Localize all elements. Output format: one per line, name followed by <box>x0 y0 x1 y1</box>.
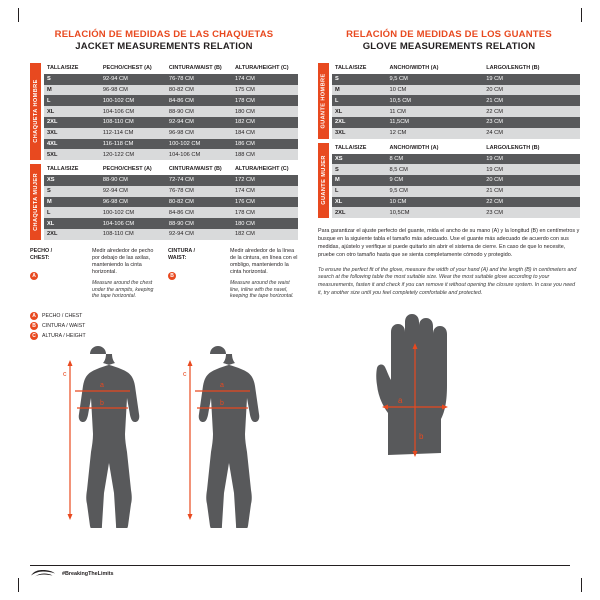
back-mark-b: b <box>220 400 224 408</box>
cell-size: XL <box>44 106 100 117</box>
glove-measurement-figure <box>318 307 538 457</box>
legend-waist-text-es: Medir alrededor de la línea de la cintura, en línea con el ombligo, manteniendo la cinta horizontal. <box>229 247 298 275</box>
col-length: LARGO/LENGTH (B) <box>486 64 540 71</box>
cell-value: 84-86 CM <box>166 95 232 106</box>
table-row <box>44 218 298 229</box>
cell-value: 10 CM <box>387 85 484 96</box>
cell-value: 108-110 CM <box>100 229 166 240</box>
cell-value: 96-98 CM <box>166 128 232 139</box>
cell-value: 186 CM <box>232 139 298 150</box>
cell-value: 84-86 CM <box>166 207 232 218</box>
legend-waist <box>168 248 298 300</box>
col-size: TALLA/SIZE <box>335 64 367 71</box>
cell-value: 10,5 CM <box>387 95 484 106</box>
cell-value: 92-94 CM <box>100 74 166 85</box>
height-arrow-top <box>188 360 193 366</box>
col-size: TALLA/SIZE <box>47 64 79 71</box>
back-mark-a: a <box>220 382 224 390</box>
cell-value: 72-74 CM <box>166 175 232 186</box>
table-row <box>332 186 580 197</box>
footer-divider <box>30 565 570 566</box>
jacket-men-table-wrap <box>30 63 298 160</box>
cell-value: 100-102 CM <box>100 95 166 106</box>
cell-size: M <box>332 175 387 186</box>
legend-key-label: CINTURA / WAIST <box>42 323 86 330</box>
jacket-men-sidebar-label <box>30 63 41 160</box>
glove-men-sidebar-text: GUANTE HOMBRE <box>320 73 327 129</box>
cell-value: 22 CM <box>483 197 580 208</box>
cell-size: 5XL <box>44 149 100 160</box>
cell-value: 100-102 CM <box>100 207 166 218</box>
table-row <box>44 149 298 160</box>
cell-value: 20 CM <box>483 175 580 186</box>
jackets-section <box>30 30 298 526</box>
jacket-women-sidebar-label <box>30 164 41 240</box>
cell-value: 188 CM <box>232 149 298 160</box>
cell-size: S <box>332 74 387 85</box>
cell-size: M <box>44 85 100 96</box>
cell-value: 10 CM <box>387 197 484 208</box>
cell-value: 178 CM <box>232 95 298 106</box>
cell-value: 12 CM <box>387 128 484 139</box>
col-size: TALLA/SIZE <box>335 144 367 151</box>
cell-size: 4XL <box>44 139 100 150</box>
table-row <box>332 154 580 165</box>
jacket-key-list <box>30 312 298 340</box>
table-row <box>332 74 580 85</box>
cell-value: 175 CM <box>232 85 298 96</box>
gloves-paragraph-es: Para garantizar el ajuste perfecto del guante, mida el ancho de su mano (A) y la longitud (B) en centímetros y busque en la siguiente tabla el tamaño más adecuado. Use el guante más adecuado de acuerdo con sus medidas, ajústelo y verifique si puede quitarlo sin abrir el sistema de cierre. En caso de que lo necesite, pruebe con otro tamaño hasta que se sienta completamente cómodo y protegido. <box>318 228 580 258</box>
col-height: ALTURA/HEIGHT (C) <box>234 166 289 173</box>
table-row <box>44 95 298 106</box>
jacket-women-sidebar-text: CHAQUETA MUJER <box>32 173 39 231</box>
legend-key-badge: A <box>30 312 38 320</box>
cell-value: 174 CM <box>232 74 298 85</box>
cell-value: 104-106 CM <box>166 149 232 160</box>
table-header-row <box>44 63 298 74</box>
cell-value: 104-106 CM <box>100 218 166 229</box>
cell-value: 19 CM <box>483 164 580 175</box>
cell-value: 23 CM <box>483 117 580 128</box>
glove-mark-a: a <box>398 396 403 406</box>
cell-value: 108-110 CM <box>100 117 166 128</box>
jacket-women-tbody <box>44 175 298 240</box>
cell-value: 19 CM <box>483 74 580 85</box>
table-row <box>332 95 580 106</box>
glove-mark-b: b <box>419 432 424 442</box>
cell-value: 9,5 CM <box>387 74 484 85</box>
col-chest: PECHO/CHEST (A) <box>102 166 152 173</box>
cell-size: 2XL <box>332 207 387 218</box>
height-arrow-top <box>68 360 73 366</box>
legend-waist-text-en: Measure around the waist line, inline with the navel, keeping the tape horizontal. <box>229 279 294 300</box>
cell-value: 88-90 CM <box>166 218 232 229</box>
cell-value: 104-106 CM <box>100 106 166 117</box>
jacket-legend <box>30 248 298 300</box>
cell-value: 80-82 CM <box>166 85 232 96</box>
table-row <box>44 229 298 240</box>
cell-size: 3XL <box>332 128 387 139</box>
cell-value: 76-78 CM <box>166 186 232 197</box>
legend-chest-text-en: Measure around the chest under the armpits, keeping the tape horizontal. <box>91 279 154 300</box>
cell-value: 180 CM <box>232 218 298 229</box>
back-mark-c: c <box>183 371 187 379</box>
cell-size: XL <box>332 197 387 208</box>
cell-size: 2XL <box>44 117 100 128</box>
jacket-men-sidebar-text: CHAQUETA HOMBRE <box>32 79 39 144</box>
cell-value: 76-78 CM <box>166 74 232 85</box>
cell-value: 116-118 CM <box>100 139 166 150</box>
table-row <box>44 139 298 150</box>
cell-value: 19 CM <box>483 154 580 165</box>
cell-size: XL <box>44 218 100 229</box>
table-row <box>44 128 298 139</box>
cell-value: 96-98 CM <box>100 197 166 208</box>
jacket-men-tbody <box>44 74 298 160</box>
cell-value: 120-122 CM <box>100 149 166 160</box>
table-row <box>44 175 298 186</box>
back-body-figure <box>183 346 259 528</box>
cell-value: 176 CM <box>232 197 298 208</box>
front-mark-b: b <box>100 400 104 408</box>
gloves-title-en: GLOVE MEASUREMENTS RELATION <box>362 40 536 52</box>
table-row <box>44 207 298 218</box>
col-width: ANCHO/WIDTH (A) <box>389 64 439 71</box>
table-row <box>44 197 298 208</box>
cell-value: 8,5 CM <box>387 164 484 175</box>
col-width: ANCHO/WIDTH (A) <box>389 144 439 151</box>
cell-value: 88-90 CM <box>100 175 166 186</box>
height-arrow-bottom <box>68 514 73 520</box>
cell-value: 88-90 CM <box>166 106 232 117</box>
table-row <box>332 106 580 117</box>
cell-size: L <box>332 95 387 106</box>
crop-mark-bottom-right <box>581 578 582 592</box>
cell-value: 20 CM <box>483 85 580 96</box>
legend-chest-badge: A <box>30 272 38 280</box>
cell-value: 172 CM <box>232 175 298 186</box>
cell-value: 8 CM <box>387 154 484 165</box>
cell-size: M <box>332 85 387 96</box>
footer-hashtag: #BreakingTheLimits <box>62 570 114 577</box>
cell-value: 9 CM <box>387 175 484 186</box>
cell-size: XL <box>332 106 387 117</box>
cell-size: 3XL <box>44 128 100 139</box>
glove-women-table <box>332 143 580 219</box>
cell-value: 184 CM <box>232 128 298 139</box>
front-mark-c: c <box>63 371 67 379</box>
table-row <box>332 164 580 175</box>
gloves-title-es: RELACIÓN DE MEDIDAS DE LOS GUANTES <box>346 29 552 40</box>
legend-key-item <box>30 312 298 320</box>
cell-size: S <box>332 164 387 175</box>
cell-value: 24 CM <box>483 128 580 139</box>
jacket-women-table <box>44 164 298 240</box>
cell-value: 92-94 CM <box>166 117 232 128</box>
cell-size: XS <box>44 175 100 186</box>
cell-value: 11 CM <box>387 106 484 117</box>
table-row <box>332 85 580 96</box>
col-chest: PECHO/CHEST (A) <box>102 64 152 71</box>
table-header-row <box>332 63 580 74</box>
cell-value: 112-114 CM <box>100 128 166 139</box>
cell-value: 182 CM <box>232 229 298 240</box>
table-row <box>44 117 298 128</box>
glove-men-sidebar-label <box>318 63 329 139</box>
glove-men-table <box>332 63 580 139</box>
cell-size: XS <box>332 154 387 165</box>
table-row <box>44 85 298 96</box>
jackets-title-es: RELACIÓN DE MEDIDAS DE LAS CHAQUETAS <box>54 29 274 40</box>
cell-size: M <box>44 197 100 208</box>
table-row <box>44 186 298 197</box>
cell-size: L <box>332 186 387 197</box>
cell-value: 182 CM <box>232 117 298 128</box>
col-length: LARGO/LENGTH (B) <box>486 144 540 151</box>
col-waist: CINTURA/WAIST (B) <box>168 166 222 173</box>
cell-size: 2XL <box>44 229 100 240</box>
cell-value: 92-94 CM <box>166 229 232 240</box>
col-waist: CINTURA/WAIST (B) <box>168 64 222 71</box>
table-row <box>332 207 580 218</box>
table-header-row <box>332 143 580 154</box>
cell-value: 9,5 CM <box>387 186 484 197</box>
legend-key-label: PECHO / CHEST <box>42 313 83 320</box>
glove-women-table-wrap <box>318 143 580 219</box>
jacket-men-table <box>44 63 298 160</box>
legend-chest-text-es: Medir alrededor de pecho por debajo de las axilas, manteniendo la cinta horizontal. <box>91 247 154 275</box>
jackets-title-en: JACKET MEASUREMENTS RELATION <box>75 40 253 52</box>
cell-value: 92-94 CM <box>100 186 166 197</box>
cell-size: S <box>44 186 100 197</box>
glove-men-table-wrap <box>318 63 580 139</box>
cell-value: 180 CM <box>232 106 298 117</box>
body-measurement-figures <box>30 346 298 528</box>
crop-mark-bottom-left <box>18 578 19 592</box>
col-height: ALTURA/HEIGHT (C) <box>234 64 289 71</box>
brand-logo-icon <box>30 569 56 578</box>
cell-value: 11,5CM <box>387 117 484 128</box>
table-row <box>44 106 298 117</box>
height-arrow-bottom <box>188 514 193 520</box>
table-row <box>332 197 580 208</box>
cell-value: 10,5CM <box>387 207 484 218</box>
table-row <box>332 128 580 139</box>
glove-women-sidebar-label <box>318 143 329 219</box>
col-size: TALLA/SIZE <box>47 166 79 173</box>
crop-mark-top-left <box>18 8 19 22</box>
glove-figure-wrap <box>318 307 580 462</box>
glove-women-tbody <box>332 154 580 219</box>
table-row <box>44 74 298 85</box>
cell-size: L <box>44 95 100 106</box>
cell-size: 2XL <box>332 117 387 128</box>
cell-size: S <box>44 74 100 85</box>
jacket-women-table-wrap <box>30 164 298 240</box>
cell-size: L <box>44 207 100 218</box>
legend-chest-label-en: CHEST: <box>30 254 50 261</box>
cell-value: 178 CM <box>232 207 298 218</box>
legend-key-badge: B <box>30 322 38 330</box>
gloves-paragraph-en: To ensure the perfect fit of the glove, measure the width of your hand (A) and the length (B) in centimeters and search at the following table the most suitable size. Wear the most suitable glove according to your measurements, fasten it and check if you can remove it without opening the closure system. In case you need it, try another size until you feel completely comfortable and protected. <box>318 266 577 296</box>
jacket-figures <box>30 346 298 526</box>
legend-waist-label-en: WAIST: <box>168 254 187 261</box>
table-header-row <box>44 164 298 175</box>
cell-value: 22 CM <box>483 106 580 117</box>
cell-value: 23 CM <box>483 207 580 218</box>
cell-value: 96-98 CM <box>100 85 166 96</box>
back-silhouette <box>199 346 260 528</box>
cell-value: 80-82 CM <box>166 197 232 208</box>
front-body-figure <box>63 346 139 528</box>
legend-key-item <box>30 322 298 330</box>
cell-value: 174 CM <box>232 186 298 197</box>
front-silhouette <box>79 346 140 528</box>
front-mark-a: a <box>100 382 104 390</box>
cell-value: 21 CM <box>483 186 580 197</box>
legend-key-badge: C <box>30 332 38 340</box>
legend-chest <box>30 248 160 300</box>
table-row <box>332 117 580 128</box>
legend-chest-label-es: PECHO / <box>30 247 53 254</box>
glove-women-sidebar-text: GUANTE MUJER <box>320 155 327 206</box>
cell-value: 21 CM <box>483 95 580 106</box>
glove-silhouette <box>376 314 447 455</box>
glove-men-tbody <box>332 74 580 139</box>
legend-waist-badge: B <box>168 272 176 280</box>
legend-key-label: ALTURA / HEIGHT <box>42 333 86 340</box>
footer <box>30 569 114 578</box>
gloves-section <box>318 30 580 462</box>
cell-value: 100-102 CM <box>166 139 232 150</box>
crop-mark-top-right <box>581 8 582 22</box>
table-row <box>332 175 580 186</box>
legend-waist-label-es: CINTURA / <box>168 247 196 254</box>
legend-key-item <box>30 332 298 340</box>
